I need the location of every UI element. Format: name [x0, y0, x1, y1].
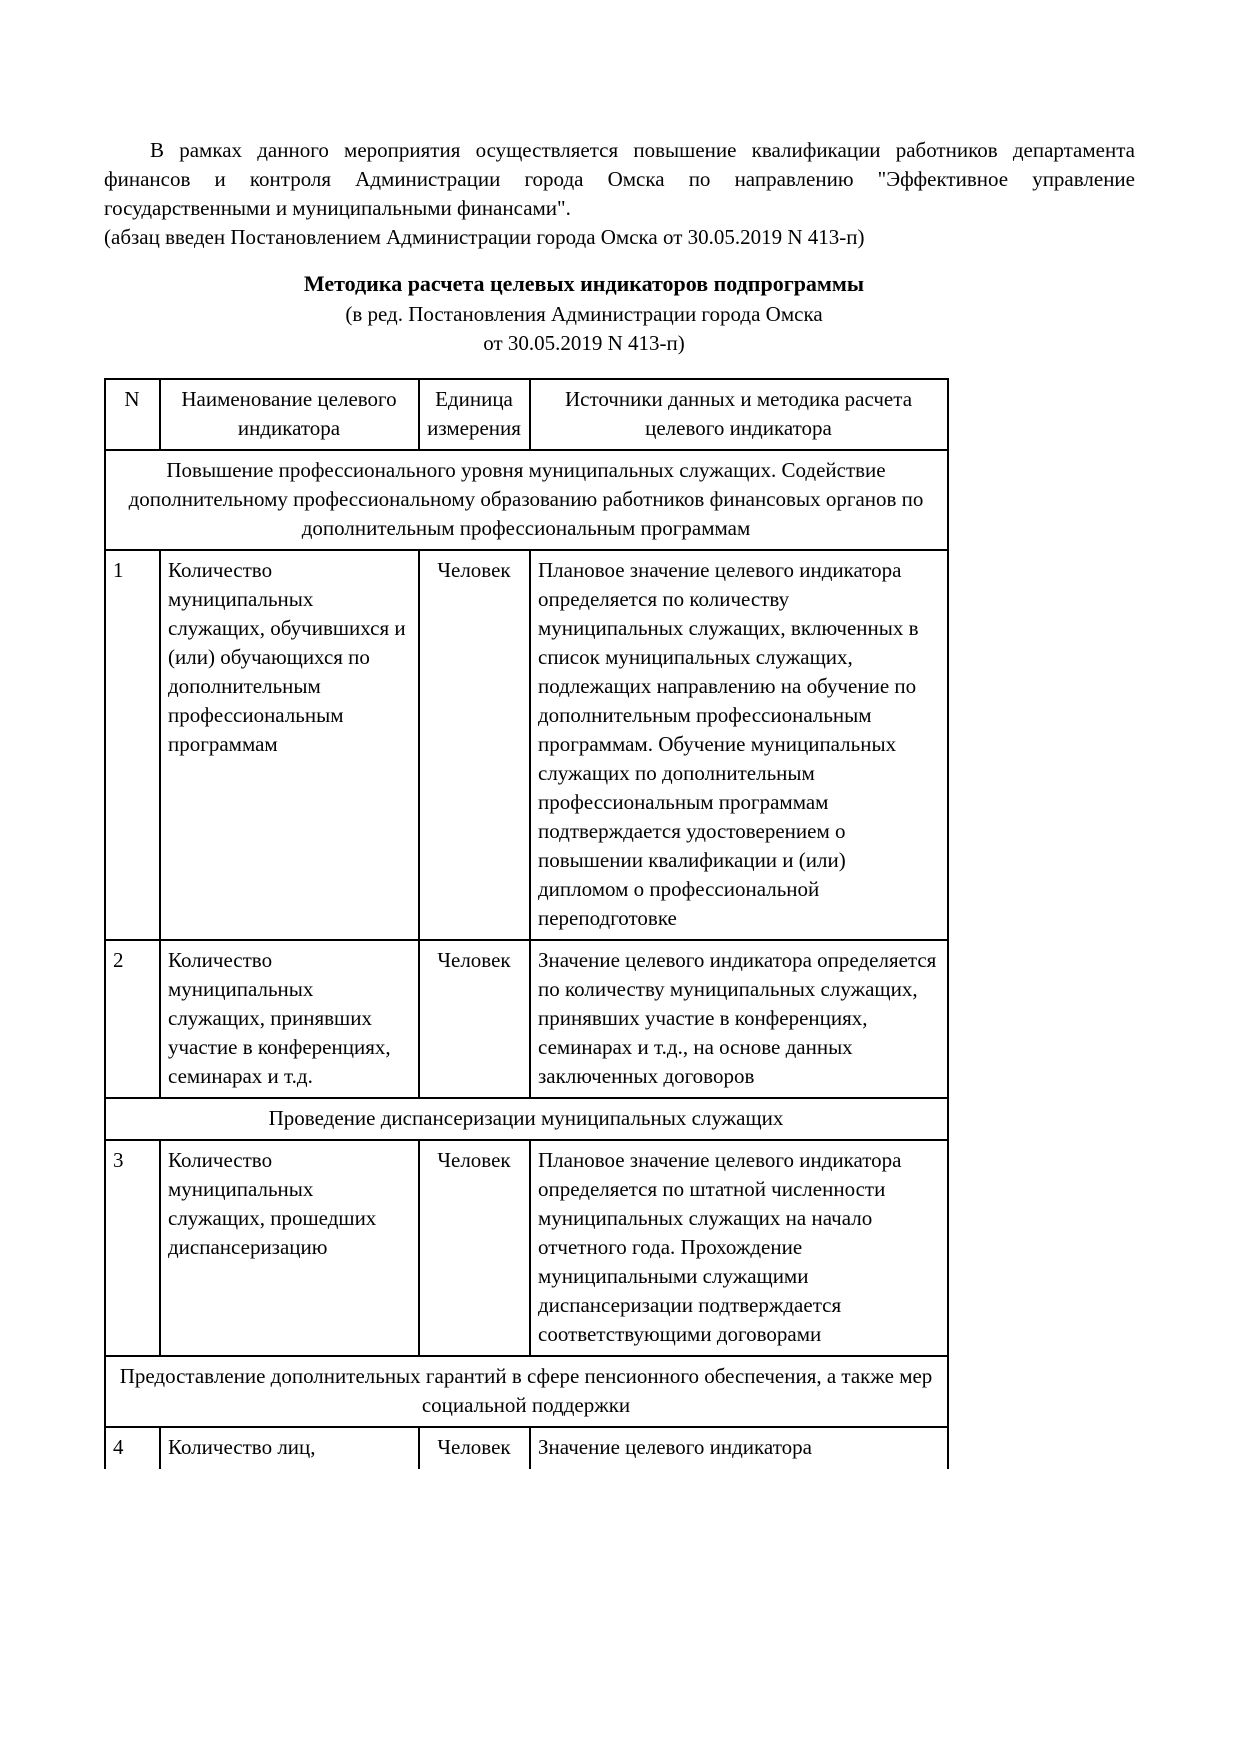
- section-row-1: [105, 450, 948, 550]
- section-row-2: [105, 1098, 948, 1140]
- heading-block: [104, 268, 1064, 358]
- table-row-3: [105, 1140, 948, 1356]
- table-row-4: [105, 1427, 948, 1469]
- indicators-table: [104, 378, 949, 1469]
- document-subtitle-line2: от 30.05.2019 N 413-п): [483, 331, 685, 355]
- row-4-unit: Человек: [419, 1427, 530, 1469]
- row-1-name: Количество муниципальных служащих, обучившихся и (или) обучающихся по дополнительным профессиональным программам: [160, 550, 419, 940]
- row-1-source: Плановое значение целевого индикатора определяется по количеству муниципальных служащих, включенных в список муниципальных служащих, подлежащих направлению на обучение по дополнительным профессиональным программам. Обучение муниципальных служащих по дополнительным профессиональным программам подтверждается удостоверением о повышении квалификации и (или) дипломом о профессиональной переподготовке: [530, 550, 948, 940]
- row-3-unit: Человек: [419, 1140, 530, 1356]
- row-3-num: 3: [105, 1140, 160, 1356]
- row-4-name: Количество лиц,: [160, 1427, 419, 1469]
- row-1-num: 1: [105, 550, 160, 940]
- row-2-name: Количество муниципальных служащих, принявших участие в конференциях, семинарах и т.д.: [160, 940, 419, 1098]
- row-2-unit: Человек: [419, 940, 530, 1098]
- row-3-source: Плановое значение целевого индикатора определяется по штатной численности муниципальных служащих на начало отчетного года. Прохождение муниципальными служащими диспансеризации подтверждается соответствующими договорами: [530, 1140, 948, 1356]
- header-indicator-name: Наименование целевого индикатора: [160, 379, 419, 450]
- header-unit: Единица измерения: [419, 379, 530, 450]
- row-2-num: 2: [105, 940, 160, 1098]
- section-title-2: Проведение диспансеризации муниципальных служащих: [105, 1098, 948, 1140]
- section-row-3: [105, 1356, 948, 1427]
- intro-paragraph: В рамках данного мероприятия осуществляется повышение квалификации работников департамента финансов и контроля Администрации города Омска по направлению "Эффективное управление государственными и муниципальными финансами".: [104, 138, 1135, 220]
- row-4-source: Значение целевого индикатора: [530, 1427, 948, 1469]
- header-num: N: [105, 379, 160, 450]
- header-source: Источники данных и методика расчета целевого индикатора: [530, 379, 948, 450]
- table-row-2: [105, 940, 948, 1098]
- section-title-3: Предоставление дополнительных гарантий в сфере пенсионного обеспечения, а также мер социальной поддержки: [105, 1356, 948, 1427]
- document-subtitle-line1: (в ред. Постановления Администрации города Омска: [345, 302, 823, 326]
- row-3-name: Количество муниципальных служащих, прошедших диспансеризацию: [160, 1140, 419, 1356]
- row-2-source: Значение целевого индикатора определяется по количеству муниципальных служащих, принявших участие в конференциях, семинарах и т.д., на основе данных заключенных договоров: [530, 940, 948, 1098]
- row-4-num: 4: [105, 1427, 160, 1469]
- table-header-row: [105, 379, 948, 450]
- section-title-1: Повышение профессионального уровня муниципальных служащих. Содействие дополнительному профессиональному образованию работников финансовых органов по дополнительным профессиональным программам: [105, 450, 948, 550]
- amendment-note: (абзац введен Постановлением Администрации города Омска от 30.05.2019 N 413-п): [104, 225, 865, 249]
- row-1-unit: Человек: [419, 550, 530, 940]
- table-row-1: [105, 550, 948, 940]
- document-title: Методика расчета целевых индикаторов подпрограммы: [303, 271, 865, 296]
